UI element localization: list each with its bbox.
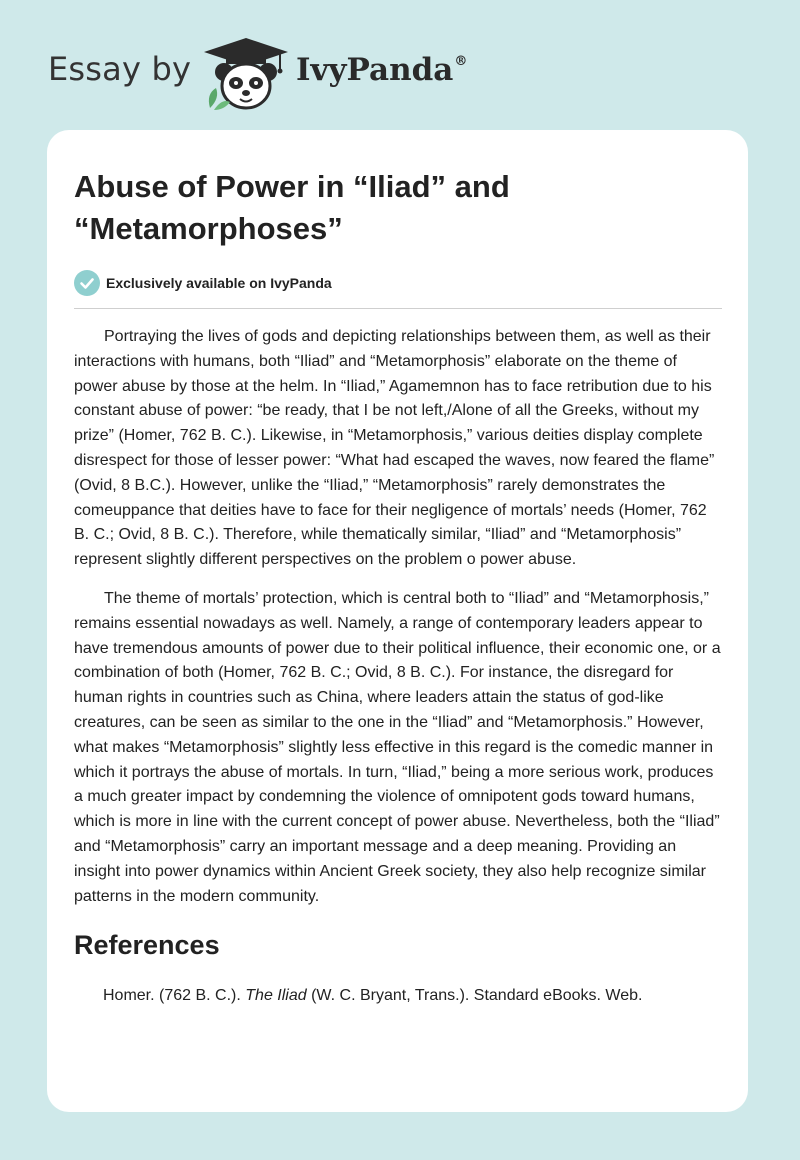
panda-graduate-icon: [200, 36, 292, 112]
essay-body: [74, 325, 722, 909]
reference-title: The Iliad: [245, 987, 307, 1005]
page-title: [74, 166, 634, 250]
exclusive-badge-label: Exclusively available on IvyPanda: [106, 275, 332, 291]
title-line-1: Abuse of Power in “Iliad” and: [74, 169, 510, 204]
check-circle-icon: [74, 270, 100, 296]
essay-card: [47, 130, 748, 1112]
essay-paragraph: The theme of mortals’ protection, which is central both to “Iliad” and “Metamorphosis,” remains essential nowadays as well. Namely, a range of contemporary leaders appear to have tremendous amounts of power due to their political influence, their economic one, or a combination of both (Homer, 762 B. C.; Ovid, 8 B. C.). For instance, the disregard for human rights in countries such as China, where leaders attain the status of god-like creatures, can be seen as similar to the one in the “Iliad” and “Metamorphosis.” However, what makes “Metamorphosis” slightly less effective in this regard is the comedic manner in which it portrays the abuse of mortals. In turn, “Iliad,” being a more serious work, produces a much greater impact by condemning the violence of omnipotent gods toward humans, which is more in line with the current concept of power abuse. Nevertheless, both the “Iliad” and “Metamorphosis” carry an important message and a deep meaning. Providing an insight into power dynamics within Ancient Greek society, they also help recognize similar patterns in the modern community.: [74, 589, 721, 905]
brand-logo-text: IvyPanda®: [296, 52, 468, 88]
exclusive-badge: [74, 270, 722, 296]
reference-entry: Homer. (762 B. C.). The Iliad (W. C. Bryant, Trans.). Standard eBooks. Web.: [103, 987, 643, 1005]
title-divider: [74, 308, 722, 309]
site-header: [0, 0, 800, 120]
title-line-2: “Metamorphoses”: [74, 211, 343, 246]
references-heading: References: [74, 930, 220, 961]
essay-by-label: Essay by: [48, 50, 192, 88]
essay-paragraph: Portraying the lives of gods and depicting relationships between them, as well as their interactions with humans, both “Iliad” and “Metamorphosis” elaborate on the theme of power abuse by those at the helm. In “Iliad,” Agamemnon has to face retribution due to his constant abuse of power: “be ready, that I be not left,/Alone of all the Greeks, without my prize” (Homer, 762 B. C.). Likewise, in “Metamorphosis,” various deities display complete disrespect for those of lesser power: “What had escaped the waves, now feared the flame” (Ovid, 8 B.C.). However, unlike the “Iliad,” “Metamorphosis” rarely demonstrates the comeuppance that deities have to face for their negligence of mortals’ needs (Homer, 762 B. C.; Ovid, 8 B. C.). Therefore, while thematically similar, “Iliad” and “Metamorphosis” represent slightly different perspectives on the problem o power abuse.: [74, 328, 715, 569]
